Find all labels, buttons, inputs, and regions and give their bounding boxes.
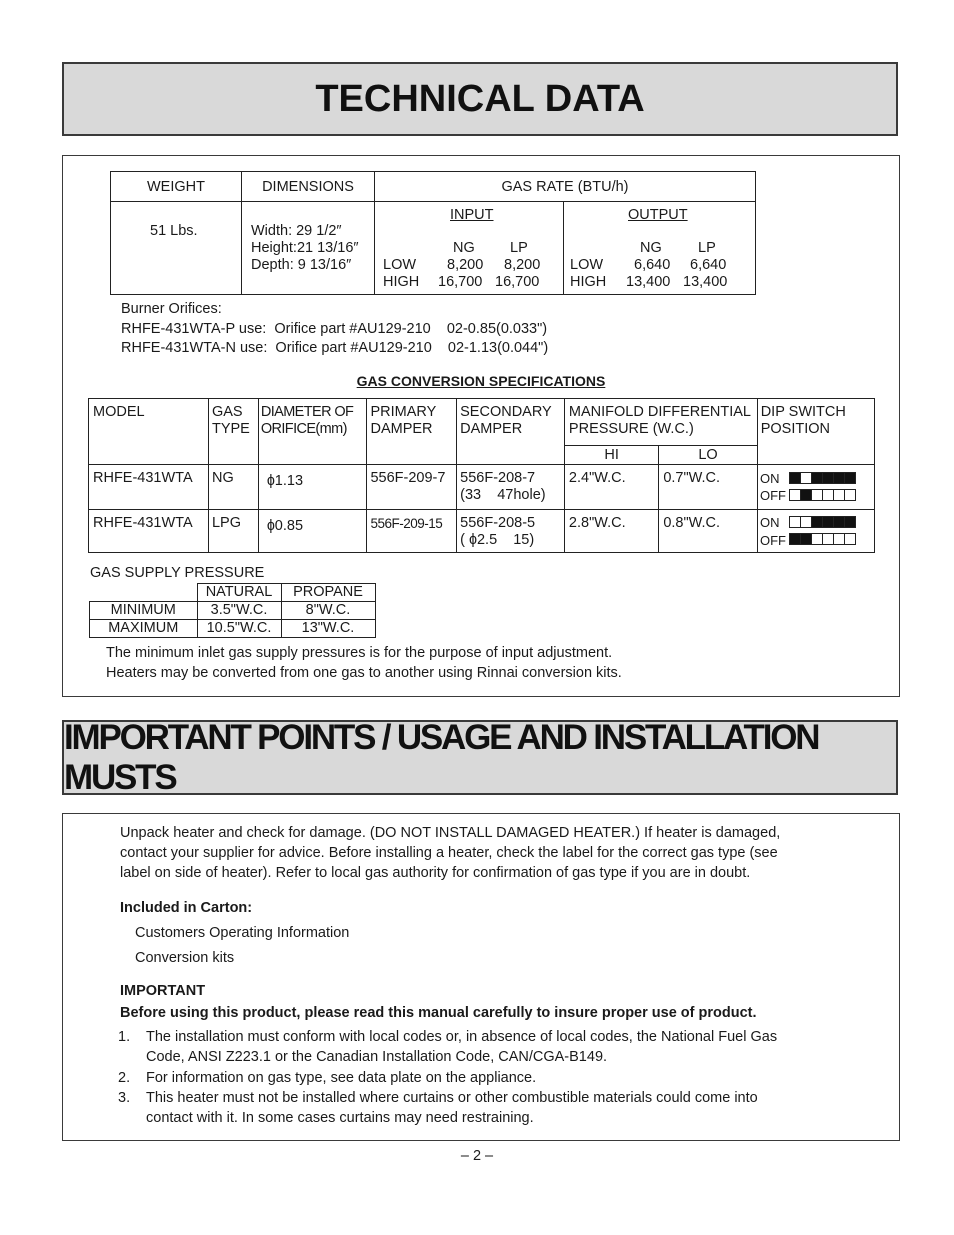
supply-table: [89, 583, 376, 638]
input-lp-header: LP: [510, 240, 528, 256]
row-lo: 0.7"W.C.: [659, 465, 757, 510]
input-high-lp: 16,700: [495, 274, 540, 290]
technical-data-title: TECHNICAL DATA: [315, 77, 645, 120]
model-header: MODEL: [89, 399, 209, 465]
row-gas: NG: [208, 465, 258, 510]
supply-propane: 13"W.C.: [281, 620, 375, 638]
dip-on-label: ON: [760, 471, 780, 486]
dip-switch-on-row: [790, 472, 856, 484]
dimension-width: Width: 29 1/2″: [251, 223, 342, 239]
important-points-title: IMPORTANT POINTS / USAGE AND INSTALLATION MUSTS: [64, 717, 819, 797]
row-primary: 556F-209-7: [367, 465, 457, 510]
gas-rate-header: GAS RATE (BTU/h): [375, 172, 756, 202]
row-model: RHFE-431WTA: [89, 510, 209, 553]
dip-switch-cell: [844, 533, 856, 545]
row-secondary: 556F-208-5 ( ɸ2.5 15): [457, 510, 565, 553]
supply-row-label: MINIMUM: [90, 602, 198, 620]
row-hi: 2.4"W.C.: [564, 465, 658, 510]
dip-off-label: OFF: [760, 488, 786, 503]
manifold-header: MANIFOLD DIFFERENTIAL PRESSURE (W.C.): [564, 399, 757, 446]
dimension-depth: Depth: 9 13/16″: [251, 257, 352, 273]
dip-off-label: OFF: [760, 533, 786, 548]
intro-line: Unpack heater and check for damage. (DO NOT INSTALL DAMAGED HEATER.) If heater is damaged,: [120, 825, 781, 841]
gas-type-header: GAS TYPE: [208, 399, 258, 465]
input-high-label: HIGH: [383, 274, 420, 290]
supply-propane: 8"W.C.: [281, 602, 375, 620]
note-line: The minimum inlet gas supply pressures is for the purpose of input adjustment.: [106, 645, 613, 661]
lo-header: LO: [659, 446, 757, 465]
output-lp-header: LP: [698, 240, 716, 256]
intro-line: contact your supplier for advice. Before installing a heater, check the label for the correct gas type (see: [120, 845, 778, 861]
included-item: Conversion kits: [135, 950, 235, 966]
output-label: OUTPUT: [628, 207, 688, 223]
burner-orifice-line: RHFE-431WTA-N use: Orifice part #AU129-210 02-1.13(0.044"): [121, 340, 549, 356]
row-model: RHFE-431WTA: [89, 465, 209, 510]
intro-paragraph: [120, 823, 780, 883]
gas-conversion-title: GAS CONVERSION SPECIFICATIONS: [356, 373, 606, 389]
conversion-table: [88, 398, 875, 553]
list-number: 1.: [118, 1029, 131, 1045]
list-line: For information on gas type, see data plate on the appliance.: [146, 1070, 537, 1086]
burner-orifices-label: Burner Orifices:: [121, 301, 222, 317]
important-points-banner: [62, 717, 898, 797]
output-low-ng: 6,640: [634, 257, 671, 273]
row-hi: 2.8"W.C.: [564, 510, 658, 553]
supply-corner: [90, 584, 198, 602]
row-secondary: 556F-208-7 (33 47hole): [457, 465, 565, 510]
supply-natural: 10.5"W.C.: [197, 620, 281, 638]
output-high-label: HIGH: [570, 274, 607, 290]
list-item: [146, 1027, 777, 1067]
note-line: Heaters may be converted from one gas to another using Rinnai conversion kits.: [106, 665, 622, 681]
intro-line: label on side of heater). Refer to local gas authority for confirmation of gas type if you are in doubt.: [120, 865, 751, 881]
output-high-lp: 13,400: [683, 274, 728, 290]
dip-switch-cell: [844, 472, 856, 484]
included-item: Customers Operating Information: [135, 925, 350, 941]
supply-row-label: MAXIMUM: [90, 620, 198, 638]
input-low-label: LOW: [383, 257, 417, 273]
weight-header: WEIGHT: [111, 172, 242, 202]
weight-cell: [111, 202, 242, 295]
output-low-label: LOW: [570, 257, 604, 273]
diameter-header: DIAMETER OF ORIFICE(mm): [258, 399, 367, 465]
output-ng-header: NG: [640, 240, 662, 256]
gas-supply-title: GAS SUPPLY PRESSURE: [90, 565, 265, 581]
page-number: – 2 –: [460, 1148, 494, 1164]
list-item: [146, 1068, 536, 1088]
list-line: The installation must conform with local codes or, in absence of local codes, the National Fuel Gas: [146, 1029, 778, 1045]
dip-switch-off-row: [790, 489, 856, 501]
output-high-ng: 13,400: [626, 274, 671, 290]
row-lo: 0.8"W.C.: [659, 510, 757, 553]
supply-natural: 3.5"W.C.: [197, 602, 281, 620]
output-low-lp: 6,640: [690, 257, 727, 273]
list-item: [146, 1088, 758, 1128]
burner-orifice-line: RHFE-431WTA-P use: Orifice part #AU129-210 02-0.85(0.033"): [121, 321, 548, 337]
input-low-ng: 8,200: [447, 257, 484, 273]
supply-propane-header: PROPANE: [281, 584, 375, 602]
list-line: Code, ANSI Z223.1 or the Canadian Installation Code, CAN/CGA-B149.: [146, 1049, 608, 1065]
dip-switch-cell: [844, 489, 856, 501]
included-title: Included in Carton:: [120, 900, 253, 916]
dip-switch-cell: [844, 516, 856, 528]
important-text: Before using this product, please read this manual carefully to insure proper use of product.: [120, 1005, 757, 1021]
hi-header: HI: [564, 446, 658, 465]
input-ng-header: NG: [453, 240, 475, 256]
dip-switch-on-row: [790, 516, 856, 528]
input-low-lp: 8,200: [504, 257, 541, 273]
dip-switch-off-row: [790, 533, 856, 545]
list-line: This heater must not be installed where curtains or other combustible materials could come into: [146, 1090, 758, 1106]
list-line: contact with it. In some cases curtains may need restraining.: [146, 1110, 534, 1126]
primary-damper-header: PRIMARY DAMPER: [367, 399, 457, 465]
list-number: 2.: [118, 1070, 131, 1086]
row-diameter: ɸ1.13: [258, 465, 367, 510]
list-number: 3.: [118, 1090, 131, 1106]
row-gas: LPG: [208, 510, 258, 553]
technical-data-banner: [62, 62, 898, 136]
dip-on-label: ON: [760, 515, 780, 530]
weight-value: 51 Lbs.: [150, 223, 198, 239]
row-primary: 556F-209-15: [367, 510, 457, 553]
row-diameter: ɸ0.85: [258, 510, 367, 553]
dip-switch-header: DIP SWITCH POSITION: [757, 399, 874, 465]
input-label: INPUT: [450, 207, 494, 223]
input-high-ng: 16,700: [438, 274, 483, 290]
dimensions-header: DIMENSIONS: [242, 172, 375, 202]
secondary-damper-header: SECONDARY DAMPER: [457, 399, 565, 465]
dimension-height: Height:21 13/16″: [251, 240, 359, 256]
supply-natural-header: NATURAL: [197, 584, 281, 602]
important-label: IMPORTANT: [120, 983, 206, 999]
